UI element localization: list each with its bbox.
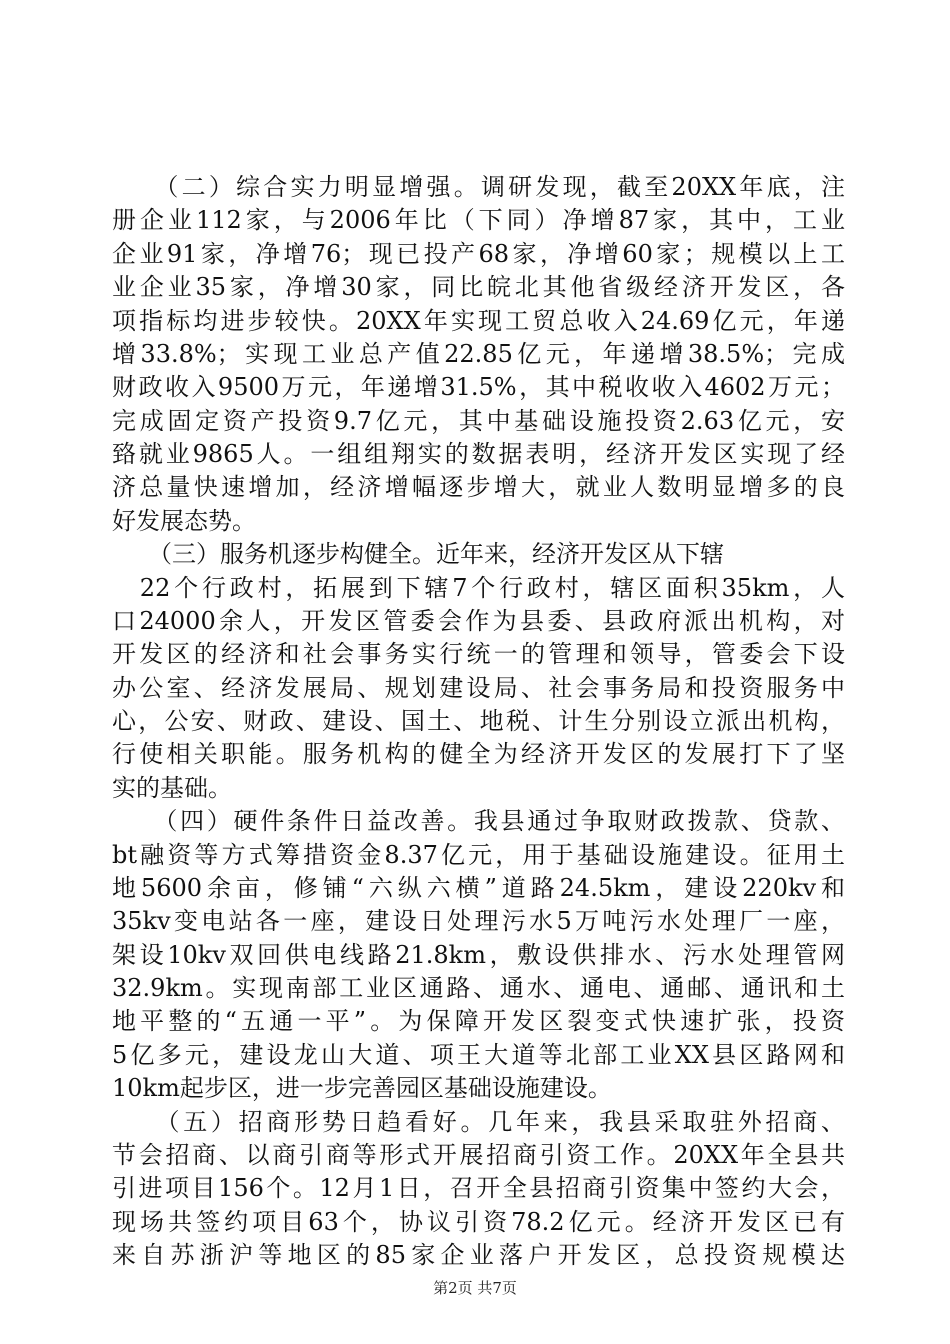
text-line: 业企业35家，净增30家，同比皖北其他省级经济开发区，各 (112, 273, 845, 301)
text-line: 项指标均进步较快。20XX年实现工贸总收入24.69亿元，年递 (112, 307, 845, 335)
text-line: 实的基础。 (112, 774, 232, 802)
text-line: （三）服务机逐步构健全。近年来，经济开发区从下辖 (112, 540, 724, 568)
text-line: 现场共签约项目63个，协议引资78.2亿元。经济开发区已有 (112, 1208, 845, 1236)
text-line: 财政收入9500万元，年递增31.5%，其中税收收入4602万元； (112, 373, 845, 401)
text-line: 35kv变电站各一座，建设日处理污水5万吨污水处理厂一座， (112, 907, 845, 935)
text-line: 增33.8%；实现工业总产值22.85亿元，年递增38.5%；完成 (112, 340, 845, 368)
text-line: 册企业112家，与2006年比（下同）净增87家，其中，工业 (112, 206, 845, 234)
text-line: 节会招商、以商引商等形式开展招商引资工作。20XX年全县共 (112, 1141, 845, 1169)
text-line: 5亿多元，建设龙山大道、项王大道等北部工业XX县区路网和 (112, 1041, 845, 1069)
text-line: 济总量快速增加，经济增幅逐步增大，就业人数明显增多的良 (112, 473, 845, 501)
text-line: 完成固定资产投资9.7亿元，其中基础设施投资2.63亿元，安 (112, 407, 845, 435)
page-indicator: 第2页 共7页 (433, 1279, 517, 1297)
text-line: 32.9km。实现南部工业区通路、通水、通电、通邮、通讯和土 (112, 974, 845, 1002)
text-line: 10km起步区，进一步完善园区基础设施建设。 (112, 1074, 612, 1102)
text-line: 来自苏浙沪等地区的85家企业落户开发区，总投资规模达 (112, 1241, 845, 1269)
text-line: （五）招商形势日趋看好。几年来，我县采取驻外招商、 (112, 1108, 845, 1136)
text-line: 企业91家，净增76；现已投产68家，净增60家；规模以上工 (112, 240, 845, 268)
text-line: 地5600余亩，修铺“六纵六横”道路24.5km，建设220kv和 (112, 874, 845, 902)
text-line: bt融资等方式筹措资金8.37亿元，用于基础设施建设。征用土 (112, 841, 845, 869)
text-line: 引进项目156个。12月1日，召开全县招商引资集中签约大会， (112, 1174, 845, 1202)
text-line: 地平整的“五通一平”。为保障开发区裂变式快速扩张，投资 (112, 1007, 845, 1035)
text-line: 办公室、经济发展局、规划建设局、社会事务局和投资服务中 (112, 674, 845, 702)
text-line: 行使相关职能。服务机构的健全为经济开发区的发展打下了坚 (112, 740, 845, 768)
text-line: （四）硬件条件日益改善。我县通过争取财政拨款、贷款、 (112, 807, 845, 835)
text-line: 好发展态势。 (112, 507, 256, 535)
text-line: 口24000余人，开发区管委会作为县委、县政府派出机构，对 (112, 607, 845, 635)
page-footer (0, 1278, 950, 1298)
text-line: 开发区的经济和社会事务实行统一的管理和领导，管委会下设 (112, 640, 845, 668)
text-line: 心，公安、财政、建设、国土、地税、计生分别设立派出机构， (112, 707, 845, 735)
text-line: 架设10kv双回供电线路21.8km，敷设供排水、污水处理管网 (112, 941, 845, 969)
text-line: 臵就业9865人。一组组翔实的数据表明，经济开发区实现了经 (112, 440, 845, 468)
text-line: 22个行政村，拓展到下辖7个行政村，辖区面积35km，人 (112, 574, 845, 602)
text-line: （二）综合实力明显增强。调研发现，截至20XX年底，注 (112, 173, 845, 201)
